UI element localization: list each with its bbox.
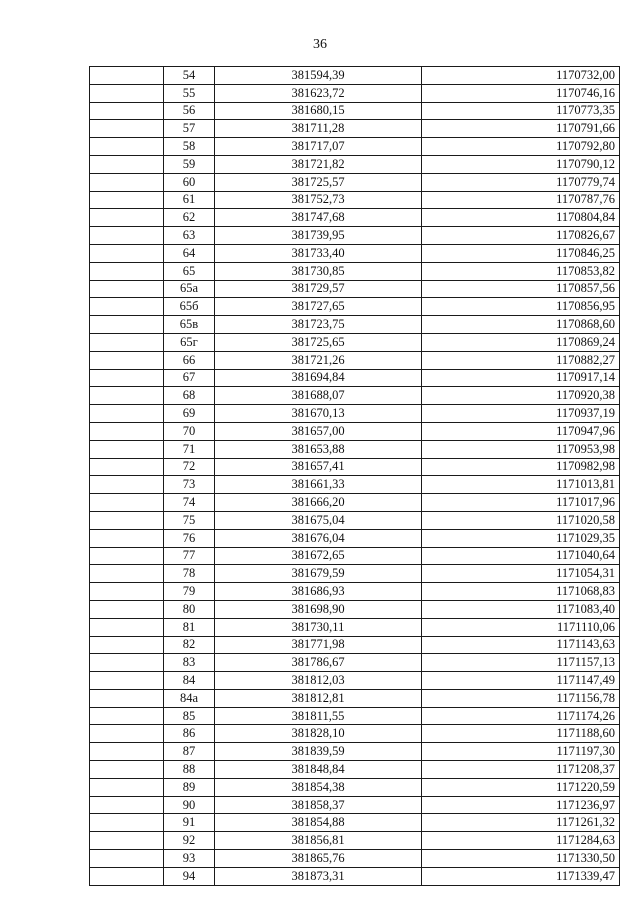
y-coordinate-cell: 1171020,58: [422, 511, 620, 529]
point-number-cell: 75: [164, 511, 215, 529]
x-coordinate-cell: 381730,85: [215, 262, 422, 280]
table-row: [90, 280, 620, 298]
x-coordinate-cell: 381723,75: [215, 316, 422, 334]
table-row: [90, 138, 620, 156]
table-row: [90, 850, 620, 868]
x-coordinate-cell: 381828,10: [215, 725, 422, 743]
row-blank-cell: [90, 67, 164, 85]
y-coordinate-cell: 1170882,27: [422, 351, 620, 369]
point-number-cell: 78: [164, 565, 215, 583]
point-number-cell: 70: [164, 422, 215, 440]
point-number-cell: 65г: [164, 333, 215, 351]
y-coordinate-cell: 1171017,96: [422, 494, 620, 512]
y-coordinate-cell: 1171188,60: [422, 725, 620, 743]
row-blank-cell: [90, 832, 164, 850]
point-number-cell: 80: [164, 600, 215, 618]
point-number-cell: 65б: [164, 298, 215, 316]
table-row: [90, 494, 620, 512]
y-coordinate-cell: 1171157,13: [422, 654, 620, 672]
table-row: [90, 262, 620, 280]
x-coordinate-cell: 381711,28: [215, 120, 422, 138]
x-coordinate-cell: 381686,93: [215, 583, 422, 601]
x-coordinate-cell: 381811,55: [215, 707, 422, 725]
point-number-cell: 57: [164, 120, 215, 138]
y-coordinate-cell: 1171236,97: [422, 796, 620, 814]
y-coordinate-cell: 1171054,31: [422, 565, 620, 583]
point-number-cell: 73: [164, 476, 215, 494]
table-row: [90, 227, 620, 245]
point-number-cell: 54: [164, 67, 215, 85]
y-coordinate-cell: 1171029,35: [422, 529, 620, 547]
row-blank-cell: [90, 316, 164, 334]
table-row: [90, 796, 620, 814]
row-blank-cell: [90, 725, 164, 743]
row-blank-cell: [90, 618, 164, 636]
x-coordinate-cell: 381694,84: [215, 369, 422, 387]
table-row: [90, 333, 620, 351]
y-coordinate-cell: 1171261,32: [422, 814, 620, 832]
row-blank-cell: [90, 369, 164, 387]
table-row: [90, 565, 620, 583]
x-coordinate-cell: 381786,67: [215, 654, 422, 672]
y-coordinate-cell: 1171083,40: [422, 600, 620, 618]
table-row: [90, 422, 620, 440]
table-row: [90, 654, 620, 672]
x-coordinate-cell: 381679,59: [215, 565, 422, 583]
y-coordinate-cell: 1171143,63: [422, 636, 620, 654]
point-number-cell: 84: [164, 672, 215, 690]
x-coordinate-cell: 381675,04: [215, 511, 422, 529]
x-coordinate-cell: 381725,65: [215, 333, 422, 351]
row-blank-cell: [90, 850, 164, 868]
table-row: [90, 173, 620, 191]
row-blank-cell: [90, 672, 164, 690]
point-number-cell: 62: [164, 209, 215, 227]
row-blank-cell: [90, 761, 164, 779]
row-blank-cell: [90, 244, 164, 262]
row-blank-cell: [90, 707, 164, 725]
table-row: [90, 476, 620, 494]
y-coordinate-cell: 1170856,95: [422, 298, 620, 316]
x-coordinate-cell: 381854,38: [215, 778, 422, 796]
point-number-cell: 65: [164, 262, 215, 280]
table-row: [90, 832, 620, 850]
row-blank-cell: [90, 102, 164, 120]
table-row: [90, 387, 620, 405]
y-coordinate-cell: 1170790,12: [422, 155, 620, 173]
y-coordinate-cell: 1170953,98: [422, 440, 620, 458]
y-coordinate-cell: 1170857,56: [422, 280, 620, 298]
table-row: [90, 689, 620, 707]
table-row: [90, 244, 620, 262]
x-coordinate-cell: 381676,04: [215, 529, 422, 547]
x-coordinate-cell: 381688,07: [215, 387, 422, 405]
row-blank-cell: [90, 405, 164, 423]
point-number-cell: 85: [164, 707, 215, 725]
point-number-cell: 84а: [164, 689, 215, 707]
x-coordinate-cell: 381725,57: [215, 173, 422, 191]
row-blank-cell: [90, 298, 164, 316]
row-blank-cell: [90, 796, 164, 814]
y-coordinate-cell: 1171339,47: [422, 867, 620, 885]
y-coordinate-cell: 1170732,00: [422, 67, 620, 85]
row-blank-cell: [90, 280, 164, 298]
row-blank-cell: [90, 458, 164, 476]
y-coordinate-cell: 1171040,64: [422, 547, 620, 565]
row-blank-cell: [90, 191, 164, 209]
row-blank-cell: [90, 422, 164, 440]
coordinates-table-body: [90, 67, 620, 886]
table-row: [90, 120, 620, 138]
point-number-cell: 77: [164, 547, 215, 565]
y-coordinate-cell: 1171197,30: [422, 743, 620, 761]
point-number-cell: 87: [164, 743, 215, 761]
x-coordinate-cell: 381623,72: [215, 84, 422, 102]
x-coordinate-cell: 381858,37: [215, 796, 422, 814]
row-blank-cell: [90, 262, 164, 280]
table-row: [90, 778, 620, 796]
y-coordinate-cell: 1171156,78: [422, 689, 620, 707]
table-row: [90, 636, 620, 654]
point-number-cell: 59: [164, 155, 215, 173]
y-coordinate-cell: 1170773,35: [422, 102, 620, 120]
y-coordinate-cell: 1170846,25: [422, 244, 620, 262]
table-row: [90, 725, 620, 743]
x-coordinate-cell: 381721,26: [215, 351, 422, 369]
row-blank-cell: [90, 209, 164, 227]
point-number-cell: 93: [164, 850, 215, 868]
x-coordinate-cell: 381730,11: [215, 618, 422, 636]
table-row: [90, 209, 620, 227]
x-coordinate-cell: 381865,76: [215, 850, 422, 868]
point-number-cell: 81: [164, 618, 215, 636]
x-coordinate-cell: 381717,07: [215, 138, 422, 156]
row-blank-cell: [90, 440, 164, 458]
row-blank-cell: [90, 155, 164, 173]
y-coordinate-cell: 1170746,16: [422, 84, 620, 102]
x-coordinate-cell: 381752,73: [215, 191, 422, 209]
y-coordinate-cell: 1170947,96: [422, 422, 620, 440]
row-blank-cell: [90, 84, 164, 102]
x-coordinate-cell: 381839,59: [215, 743, 422, 761]
x-coordinate-cell: 381812,81: [215, 689, 422, 707]
point-number-cell: 90: [164, 796, 215, 814]
table-row: [90, 547, 620, 565]
point-number-cell: 83: [164, 654, 215, 672]
x-coordinate-cell: 381721,82: [215, 155, 422, 173]
table-row: [90, 672, 620, 690]
y-coordinate-cell: 1170792,80: [422, 138, 620, 156]
x-coordinate-cell: 381661,33: [215, 476, 422, 494]
x-coordinate-cell: 381666,20: [215, 494, 422, 512]
row-blank-cell: [90, 636, 164, 654]
x-coordinate-cell: 381698,90: [215, 600, 422, 618]
point-number-cell: 74: [164, 494, 215, 512]
x-coordinate-cell: 381739,95: [215, 227, 422, 245]
table-row: [90, 529, 620, 547]
x-coordinate-cell: 381747,68: [215, 209, 422, 227]
row-blank-cell: [90, 583, 164, 601]
row-blank-cell: [90, 120, 164, 138]
row-blank-cell: [90, 351, 164, 369]
y-coordinate-cell: 1170982,98: [422, 458, 620, 476]
point-number-cell: 94: [164, 867, 215, 885]
y-coordinate-cell: 1170868,60: [422, 316, 620, 334]
x-coordinate-cell: 381727,65: [215, 298, 422, 316]
x-coordinate-cell: 381672,65: [215, 547, 422, 565]
y-coordinate-cell: 1170917,14: [422, 369, 620, 387]
point-number-cell: 65в: [164, 316, 215, 334]
x-coordinate-cell: 381771,98: [215, 636, 422, 654]
row-blank-cell: [90, 494, 164, 512]
page-number: 36: [313, 37, 327, 52]
table-row: [90, 316, 620, 334]
table-row: [90, 155, 620, 173]
table-row: [90, 458, 620, 476]
row-blank-cell: [90, 867, 164, 885]
point-number-cell: 69: [164, 405, 215, 423]
table-row: [90, 440, 620, 458]
row-blank-cell: [90, 173, 164, 191]
row-blank-cell: [90, 529, 164, 547]
x-coordinate-cell: 381657,00: [215, 422, 422, 440]
table-row: [90, 298, 620, 316]
point-number-cell: 65а: [164, 280, 215, 298]
row-blank-cell: [90, 138, 164, 156]
row-blank-cell: [90, 387, 164, 405]
table-row: [90, 102, 620, 120]
point-number-cell: 76: [164, 529, 215, 547]
table-row: [90, 351, 620, 369]
row-blank-cell: [90, 227, 164, 245]
y-coordinate-cell: 1171330,50: [422, 850, 620, 868]
x-coordinate-cell: 381856,81: [215, 832, 422, 850]
point-number-cell: 63: [164, 227, 215, 245]
y-coordinate-cell: 1171110,06: [422, 618, 620, 636]
x-coordinate-cell: 381653,88: [215, 440, 422, 458]
point-number-cell: 56: [164, 102, 215, 120]
y-coordinate-cell: 1171284,63: [422, 832, 620, 850]
table-row: [90, 618, 620, 636]
x-coordinate-cell: 381594,39: [215, 67, 422, 85]
table-row: [90, 743, 620, 761]
point-number-cell: 89: [164, 778, 215, 796]
row-blank-cell: [90, 476, 164, 494]
y-coordinate-cell: 1170937,19: [422, 405, 620, 423]
row-blank-cell: [90, 778, 164, 796]
y-coordinate-cell: 1170853,82: [422, 262, 620, 280]
table-row: [90, 583, 620, 601]
x-coordinate-cell: 381670,13: [215, 405, 422, 423]
y-coordinate-cell: 1170804,84: [422, 209, 620, 227]
point-number-cell: 86: [164, 725, 215, 743]
x-coordinate-cell: 381873,31: [215, 867, 422, 885]
x-coordinate-cell: 381680,15: [215, 102, 422, 120]
y-coordinate-cell: 1171208,37: [422, 761, 620, 779]
point-number-cell: 61: [164, 191, 215, 209]
point-number-cell: 58: [164, 138, 215, 156]
y-coordinate-cell: 1170920,38: [422, 387, 620, 405]
row-blank-cell: [90, 511, 164, 529]
point-number-cell: 92: [164, 832, 215, 850]
table-row: [90, 814, 620, 832]
table-row: [90, 84, 620, 102]
table-row: [90, 191, 620, 209]
coordinates-table: [89, 66, 620, 886]
x-coordinate-cell: 381657,41: [215, 458, 422, 476]
y-coordinate-cell: 1171068,83: [422, 583, 620, 601]
row-blank-cell: [90, 743, 164, 761]
x-coordinate-cell: 381729,57: [215, 280, 422, 298]
point-number-cell: 68: [164, 387, 215, 405]
y-coordinate-cell: 1171174,26: [422, 707, 620, 725]
point-number-cell: 71: [164, 440, 215, 458]
point-number-cell: 91: [164, 814, 215, 832]
table-row: [90, 511, 620, 529]
point-number-cell: 79: [164, 583, 215, 601]
row-blank-cell: [90, 689, 164, 707]
y-coordinate-cell: 1170787,76: [422, 191, 620, 209]
y-coordinate-cell: 1170791,66: [422, 120, 620, 138]
row-blank-cell: [90, 814, 164, 832]
row-blank-cell: [90, 565, 164, 583]
y-coordinate-cell: 1170779,74: [422, 173, 620, 191]
point-number-cell: 88: [164, 761, 215, 779]
point-number-cell: 72: [164, 458, 215, 476]
y-coordinate-cell: 1171147,49: [422, 672, 620, 690]
table-row: [90, 67, 620, 85]
row-blank-cell: [90, 654, 164, 672]
point-number-cell: 66: [164, 351, 215, 369]
table-row: [90, 867, 620, 885]
x-coordinate-cell: 381733,40: [215, 244, 422, 262]
point-number-cell: 67: [164, 369, 215, 387]
row-blank-cell: [90, 547, 164, 565]
y-coordinate-cell: 1170826,67: [422, 227, 620, 245]
row-blank-cell: [90, 333, 164, 351]
table-row: [90, 405, 620, 423]
point-number-cell: 82: [164, 636, 215, 654]
x-coordinate-cell: 381854,88: [215, 814, 422, 832]
table-row: [90, 600, 620, 618]
point-number-cell: 60: [164, 173, 215, 191]
table-row: [90, 369, 620, 387]
x-coordinate-cell: 381812,03: [215, 672, 422, 690]
row-blank-cell: [90, 600, 164, 618]
table-row: [90, 707, 620, 725]
point-number-cell: 64: [164, 244, 215, 262]
x-coordinate-cell: 381848,84: [215, 761, 422, 779]
y-coordinate-cell: 1171220,59: [422, 778, 620, 796]
table-row: [90, 761, 620, 779]
point-number-cell: 55: [164, 84, 215, 102]
y-coordinate-cell: 1170869,24: [422, 333, 620, 351]
y-coordinate-cell: 1171013,81: [422, 476, 620, 494]
